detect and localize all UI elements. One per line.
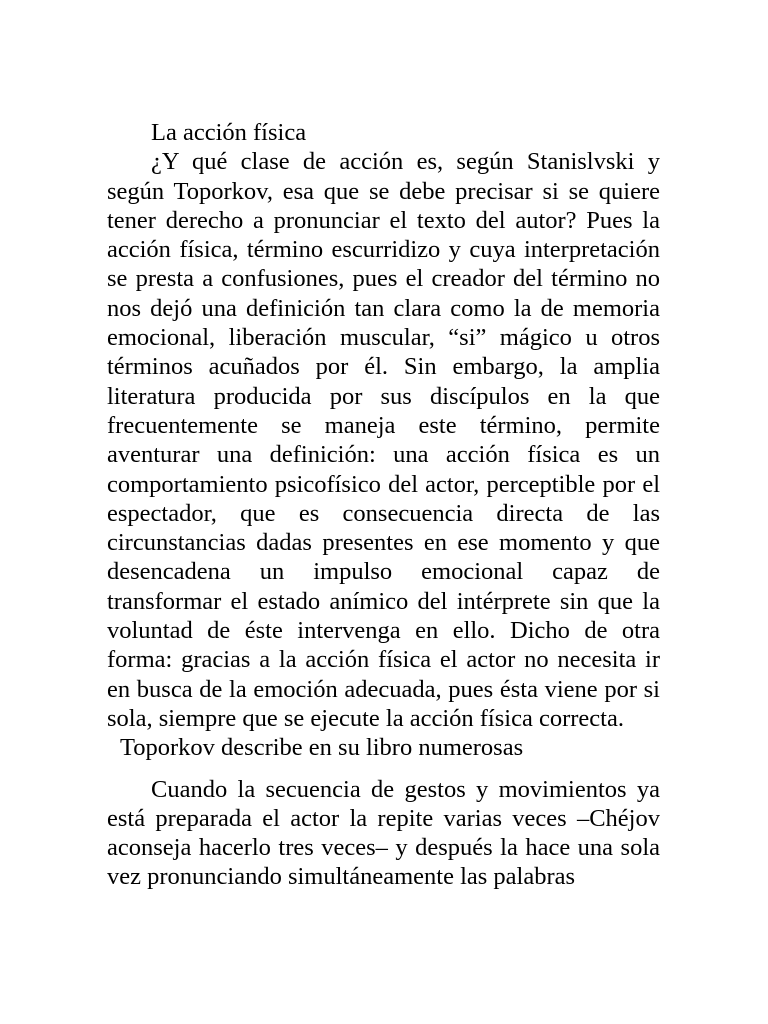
document-page: [107, 118, 660, 892]
fragment-line: Toporkov describe en su libro numerosas: [120, 734, 524, 762]
paragraph-gap: [107, 763, 660, 775]
section-heading: La acción física: [151, 119, 307, 146]
body-paragraph-1: ¿Y qué clase de acción es, según Stanislvski y según Toporkov, esa que se debe precisar si se quiere tener derecho a pronunciar el texto del autor? Pues la acción física, término escurridizo y cuya interpretación se presta a confusiones, pues el creador del término no nos dejó una definición tan clara como la de memoria emocional, liberación muscular, “si” mágico u otros términos acuñados por él. Sin embargo, la amplia literatura producida por sus discípulos en la que frecuentemente se maneja este término, permite aventurar una definición: una acción física es un comportamiento psicofísico del actor, perceptible por el espectador, que es consecuencia directa de las circunstancias dadas presentes en ese momento y que desencadena un impulso emocional capaz de transformar el estado anímico del intérprete sin que la voluntad de éste intervenga en ello. Dicho de otra forma: gracias a la acción física el actor no necesita ir en busca de la emoción adecuada, pues ésta viene por si sola, siempre que se ejecute la acción física correcta.: [107, 148, 660, 732]
body-paragraph-2: Cuando la secuencia de gestos y movimientos ya está preparada el actor la repite varias veces –Chéjov aconseja hacerlo tres veces– y después la hace una sola vez pronunciando simultáneamente las palabras: [107, 775, 660, 891]
